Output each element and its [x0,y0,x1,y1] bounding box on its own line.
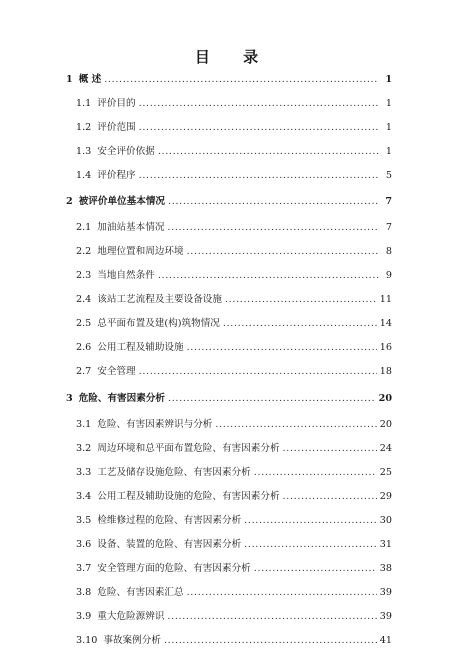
toc-entry-page: 39 [379,587,392,598]
toc-dot-leader [139,168,379,184]
toc-entry-number: 1.2 [76,122,92,133]
toc-entry-title: 工艺及储存设施危险、有害因素分析 [97,467,251,478]
toc-dot-leader [283,441,377,457]
toc-entry-number: 3.9 [76,611,92,622]
toc-dot-leader [225,292,377,308]
toc-entry-page: 20 [378,393,392,404]
toc-section-entry [76,513,392,529]
toc-section-entry [76,144,392,160]
toc-entry-title: 事故案例分析 [103,635,161,646]
toc-section-entry [76,96,392,112]
toc-section-entry [76,292,392,308]
toc-entry-title: 危险、有害因素分析 [78,393,166,404]
toc-dot-leader [187,340,377,356]
toc-entry-page: 20 [379,419,392,430]
toc-dot-leader [244,513,377,529]
toc-entry-title: 地理位置和周边环境 [97,246,184,257]
toc-dot-leader [244,537,377,553]
toc-dot-leader [167,609,376,625]
toc-entry-number: 2.1 [76,222,92,233]
toc-dot-leader [215,417,376,433]
toc-entry-number: 2.3 [76,270,92,281]
toc-dot-leader [187,244,379,260]
toc-entry-page: 16 [379,342,392,353]
toc-entry-title: 周边环境和总平面布置危险、有害因素分析 [97,443,280,454]
toc-entry-number: 3.7 [76,563,92,574]
toc-entry-page: 18 [379,366,392,377]
toc-dot-leader [167,220,379,236]
toc-entry-number: 3.1 [76,419,92,430]
toc-section-entry [76,537,392,553]
toc-entry-title: 检维修过程的危险、有害因素分析 [97,515,242,526]
toc-section-entry [76,561,392,577]
toc-entry-title: 安全管理 [97,366,136,377]
toc-entry-page: 14 [379,318,392,329]
toc-dot-leader [164,633,377,649]
toc-entry-number: 2.5 [76,318,92,329]
toc-entry-title: 评价范围 [97,122,136,133]
toc-entry-title: 危险、有害因素汇总 [97,587,184,598]
toc-entry-title: 加油站基本情况 [97,222,165,233]
toc-section-entry [76,441,392,457]
toc-dot-leader [139,364,377,380]
toc-entry-number: 2.7 [76,366,92,377]
toc-entry-number: 1 [66,74,73,85]
toc-entry-page: 8 [385,246,392,257]
toc-entry-page: 11 [379,294,392,305]
toc-entry-page: 9 [385,270,392,281]
toc-entry-title: 设备、装置的危险、有害因素分析 [97,539,242,550]
toc-entry-title: 危险、有害因素辨识与分析 [97,419,213,430]
toc-entry-title: 公用工程及辅助设施的危险、有害因素分析 [97,491,280,502]
toc-section-entry [76,120,392,136]
toc-entry-title: 安全评价依据 [97,146,155,157]
toc-title: 目 录 [194,48,273,66]
toc-entry-number: 3.10 [76,635,98,646]
toc-entry-title: 重大危险源辨识 [97,611,165,622]
toc-entry-title: 该站工艺流程及主要设备设施 [97,294,222,305]
toc-entry-page: 1 [385,122,392,133]
toc-section-entry [76,364,392,380]
toc-entry-page: 41 [379,635,392,646]
toc-entry-number: 2.2 [76,246,92,257]
toc-section-entry [76,340,392,356]
toc-entry-number: 3.3 [76,467,92,478]
toc-entry-page: 24 [379,443,392,454]
toc-entry-number: 1.1 [76,98,92,109]
toc-entry-page: 38 [379,563,392,574]
toc-entry-title: 公用工程及辅助设施 [97,342,184,353]
toc-entry-title: 评价目的 [97,98,136,109]
toc-dot-leader [283,489,377,505]
toc-chapter-entry [66,391,392,407]
toc-entry-title: 安全管理方面的危险、有害因素分析 [97,563,251,574]
toc-entry-number: 3 [66,393,73,404]
toc-entry-number: 3.6 [76,539,92,550]
toc-entry-title: 评价程序 [97,170,136,181]
toc-section-entry [76,244,392,260]
toc-entry-title: 概 述 [78,74,102,85]
toc-chapter-entry [66,72,392,88]
toc-entry-page: 7 [385,222,392,233]
toc-section-entry [76,489,392,505]
toc-entry-number: 3.4 [76,491,92,502]
toc-entry-page: 29 [379,491,392,502]
toc-entry-title: 当地自然条件 [97,270,155,281]
toc-dot-leader [158,144,379,160]
toc-section-entry [76,316,392,332]
toc-dot-leader [104,72,379,88]
toc-entry-page: 1 [385,146,392,157]
toc-dot-leader [254,465,377,481]
toc-entry-page: 5 [385,170,392,181]
toc-entry-number: 2.4 [76,294,92,305]
toc-entry-page: 1 [385,98,392,109]
toc-entry-number: 3.2 [76,443,92,454]
toc-section-entry [76,465,392,481]
toc-entry-number: 2 [66,196,73,207]
toc-entry-page: 25 [379,467,392,478]
toc-entry-page: 1 [385,74,392,85]
toc-section-entry [76,633,392,649]
toc-chapter-entry [66,194,392,210]
toc-section-entry [76,268,392,284]
toc-entry-page: 31 [379,539,392,550]
toc-section-entry [76,220,392,236]
toc-dot-leader [168,194,379,210]
toc-dot-leader [139,96,379,112]
toc-dot-leader [139,120,379,136]
toc-entry-page: 7 [385,196,392,207]
toc-entry-number: 3.8 [76,587,92,598]
toc-dot-leader [168,391,376,407]
toc-entry-page: 30 [379,515,392,526]
toc-dot-leader [187,585,377,601]
toc-entry-number: 2.6 [76,342,92,353]
toc-section-entry [76,585,392,601]
toc-dot-leader [223,316,377,332]
toc-section-entry [76,168,392,184]
toc-entry-number: 1.4 [76,170,92,181]
toc-entry-title: 总平面布置及建(构)筑物情况 [97,318,220,329]
toc-dot-leader [254,561,377,577]
toc-section-entry [76,609,392,625]
toc-entry-number: 1.3 [76,146,92,157]
toc-dot-leader [158,268,379,284]
toc-entry-page: 39 [379,611,392,622]
toc-entry-number: 3.5 [76,515,92,526]
toc-section-entry [76,417,392,433]
toc-entry-title: 被评价单位基本情况 [78,196,166,207]
